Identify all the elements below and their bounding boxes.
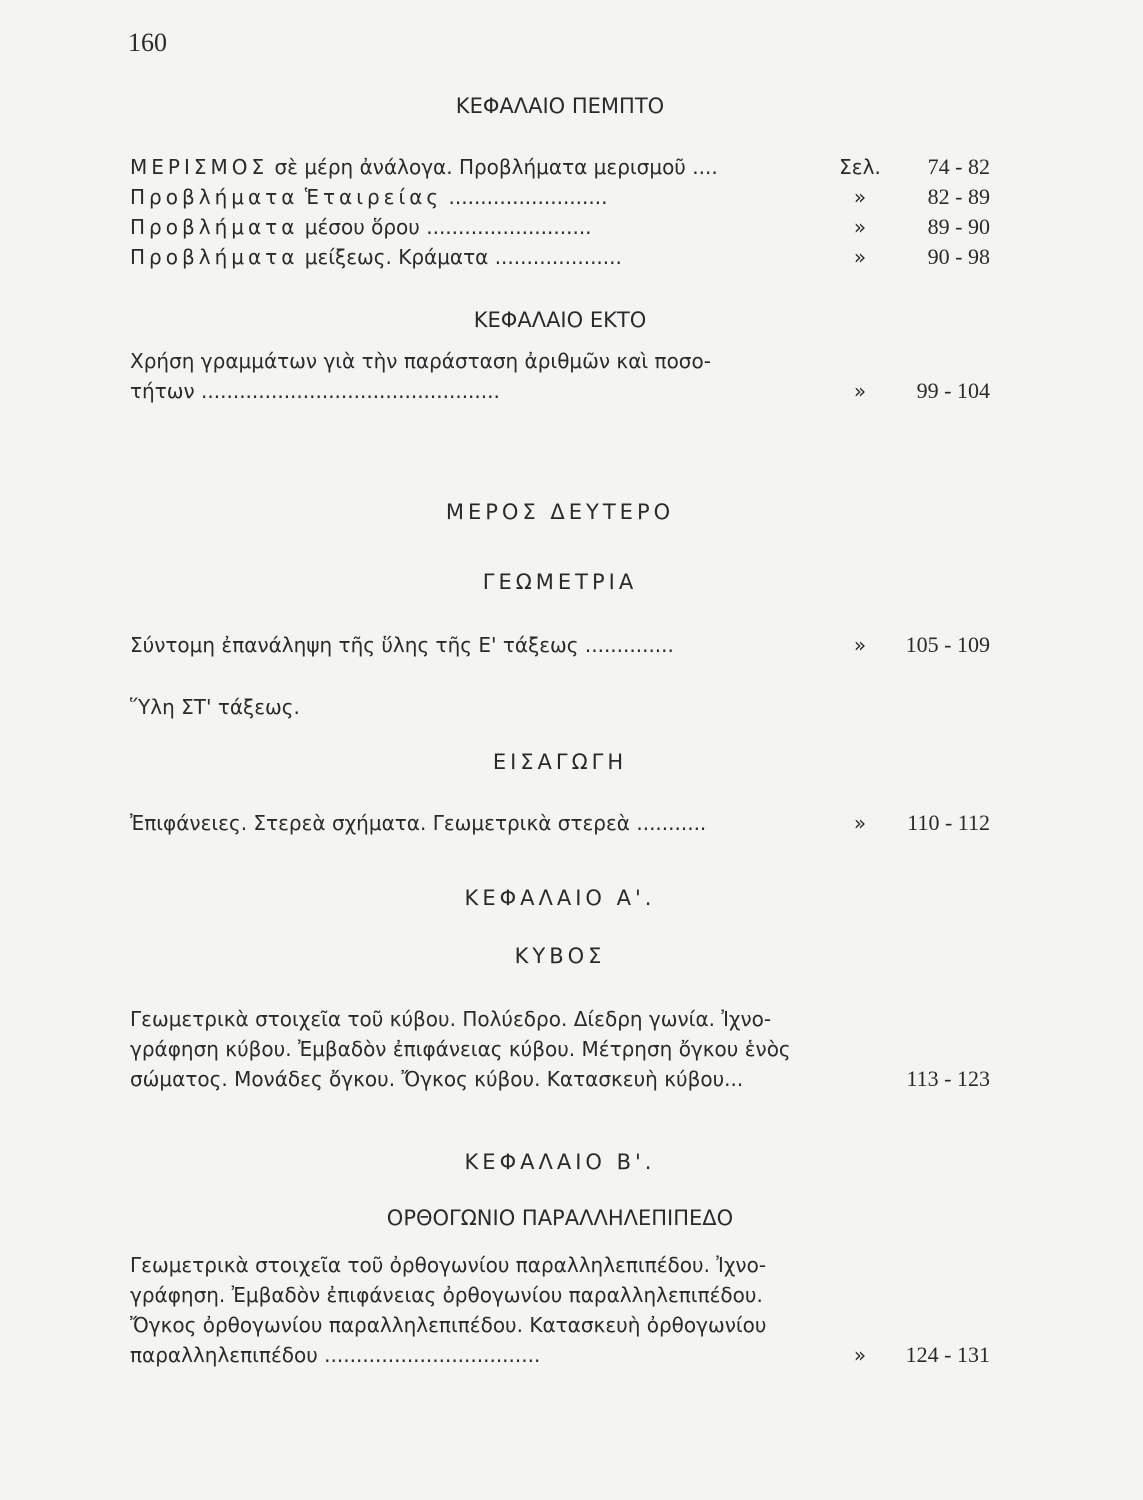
page-number: 160 <box>128 28 167 57</box>
toc-entry <box>130 376 990 406</box>
ditto-mark: » <box>853 1343 867 1367</box>
ditto-mark: » <box>853 215 867 239</box>
leader-dots: .................... <box>494 245 622 269</box>
entry-line: Ὕλη ΣΤ' τάξεως. <box>130 695 300 719</box>
ditto-mark: » <box>853 811 867 835</box>
chapter-b-subheading: ΟΡΘΟΓΩΝΙΟ ΠΑΡΑΛΛΗΛΕΠΙΠΕΔΟ <box>386 1206 734 1230</box>
leader-dots: ... <box>724 1067 744 1091</box>
chapter-a-heading: ΚΕΦΑΛΑΙΟ Α'. <box>464 886 656 910</box>
toc-entry <box>130 630 990 660</box>
entry-line: Γεωμετρικὰ στοιχεῖα τοῦ ὀρθογωνίου παραλληλεπιπέδου. Ἰχνο- <box>130 1253 767 1277</box>
page-range: 90 - 98 <box>927 244 990 269</box>
introduction-heading: ΕΙΣΑΓΩΓΗ <box>492 750 628 774</box>
entry-spaced-title: Προβλήματα <box>130 245 299 269</box>
chapter-6-heading: ΚΕΦΑΛΑΙΟ ΕΚΤΟ <box>473 308 647 332</box>
toc-entry <box>130 1340 990 1370</box>
toc-entry <box>130 212 990 242</box>
chapter-a-subheading: ΚΥΒΟΣ <box>514 944 606 968</box>
entry-title: Ἐπιφάνειες. Στερεὰ σχήματα. Γεωμετρικὰ στερεὰ <box>130 811 630 835</box>
leader-dots: ............................................... <box>201 379 500 403</box>
sel-label: Σελ. <box>839 155 881 179</box>
toc-entry <box>130 182 990 212</box>
entry-line: Γεωμετρικὰ στοιχεῖα τοῦ κύβου. Πολύεδρο. Δίεδρη γωνία. Ἰχνο- <box>130 1007 772 1031</box>
entry-line: Ὄγκος ὀρθογωνίου παραλληλεπιπέδου. Κατασκευὴ ὀρθογωνίου <box>130 1313 767 1337</box>
page-range: 74 - 82 <box>927 154 990 179</box>
leader-dots: .......................... <box>426 215 592 239</box>
ditto-mark: » <box>853 245 867 269</box>
entry-title: Σύντομη ἐπανάληψη τῆς ὕλης τῆς Ε' τάξεως <box>130 633 579 657</box>
entry-line: γράφηση κύβου. Ἐμβαδὸν ἐπιφάνειας κύβου. Μέτρηση ὄγκου ἑνὸς <box>130 1037 791 1061</box>
entry-title: μέσου ὅρου <box>304 215 420 239</box>
chapter-b-entry <box>130 1250 990 1370</box>
leader-dots: .............. <box>584 633 674 657</box>
page-range: 89 - 90 <box>927 214 990 239</box>
geometry-heading: ΓΕΩΜΕΤΡΙΑ <box>482 570 638 594</box>
entry-title: τήτων <box>130 379 195 403</box>
ditto-mark: » <box>853 379 867 403</box>
entry-title: σὲ μέρη ἀνάλογα. Προβλήματα μερισμοῦ <box>274 155 686 179</box>
entry-line: Χρήση γραμμάτων γιὰ τὴν παράσταση ἀριθμῶν καὶ ποσο- <box>130 349 711 373</box>
chapter-5-heading: ΚΕΦΑΛΑΙΟ ΠΕΜΠΤΟ <box>455 94 665 118</box>
ditto-mark: » <box>853 185 867 209</box>
page-range: 113 - 123 <box>906 1066 990 1091</box>
entry-spaced-title: Προβλήματα <box>130 215 299 239</box>
entry-title: μείξεως. Κράματα <box>304 245 489 269</box>
entry-spaced-title: Προβλήματα <box>130 185 299 209</box>
ditto-mark: » <box>853 633 867 657</box>
entry-line: γράφηση. Ἐμβαδὸν ἐπιφάνειας ὀρθογωνίου παραλληλεπιπέδου. <box>130 1283 763 1307</box>
entry-spaced-title: ΜΕΡΙΣΜΟΣ <box>130 155 269 179</box>
page-range: 82 - 89 <box>927 184 990 209</box>
chapter-a-entry <box>130 1004 990 1094</box>
page-range: 124 - 131 <box>905 1342 990 1367</box>
entry-title: Ἑταιρείας <box>304 185 443 209</box>
leader-dots: ........... <box>636 811 707 835</box>
toc-entry <box>130 1064 990 1094</box>
leader-dots: ......................... <box>448 185 608 209</box>
geometry-entry <box>130 630 990 660</box>
toc-entry <box>130 152 990 182</box>
chapter-b-heading: ΚΕΦΑΛΑΙΟ Β'. <box>464 1150 656 1174</box>
introduction-entry <box>130 808 990 838</box>
toc-entry <box>130 242 990 272</box>
leader-dots: .... <box>692 155 718 179</box>
leader-dots: .................................. <box>324 1343 541 1367</box>
page-range: 110 - 112 <box>907 810 990 835</box>
entry-title: σώματος. Μονάδες ὄγκου. Ὄγκος κύβου. Κατασκευὴ κύβου <box>130 1067 725 1091</box>
page-range: 105 - 109 <box>905 632 990 657</box>
chapter-6-entry <box>130 346 990 406</box>
entry-title: παραλληλεπιπέδου <box>130 1343 318 1367</box>
toc-entry <box>130 808 990 838</box>
chapter-5-entries <box>130 152 990 272</box>
part-two-heading: ΜΕΡΟΣ ΔΕΥΤΕΡΟ <box>445 500 675 524</box>
page-range: 99 - 104 <box>916 378 990 403</box>
grade-material-line <box>130 692 990 722</box>
